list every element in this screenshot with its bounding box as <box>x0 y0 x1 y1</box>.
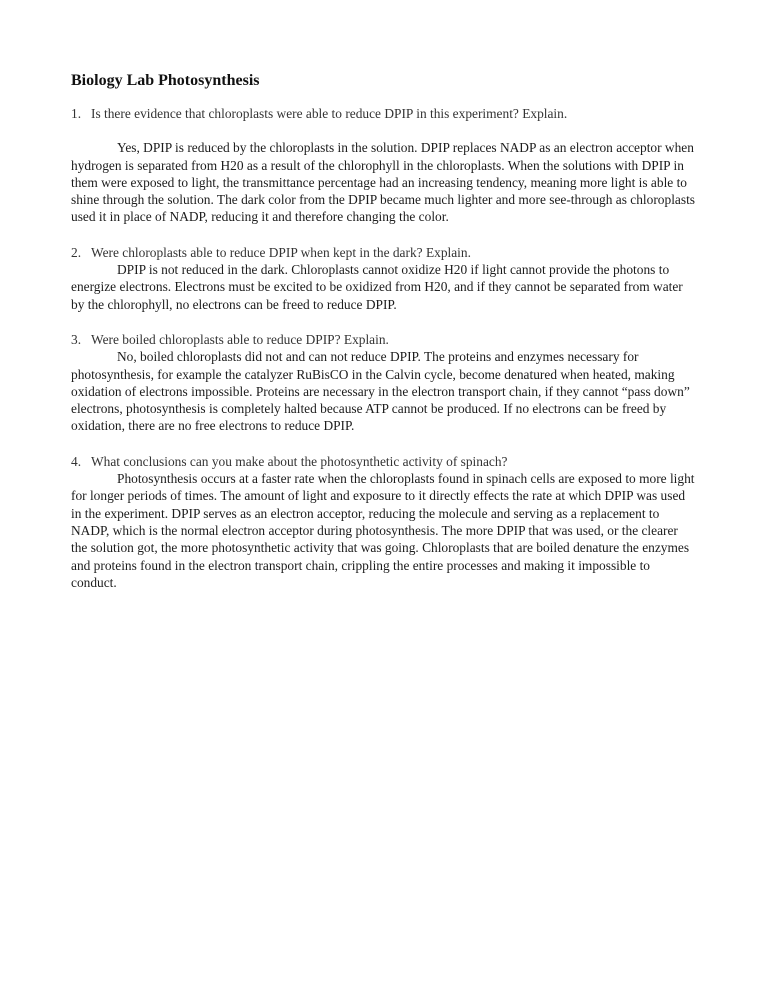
question-text: Were boiled chloroplasts able to reduce DPIP? Explain. <box>91 331 389 347</box>
question-3 <box>71 331 696 348</box>
question-2 <box>71 244 696 261</box>
question-1 <box>71 105 696 122</box>
question-block-3 <box>71 331 696 435</box>
document-page <box>71 71 696 609</box>
document-title: Biology Lab Photosynthesis <box>71 72 260 89</box>
question-block-2 <box>71 244 696 313</box>
question-text: Is there evidence that chloroplasts were able to reduce DPIP in this experiment? Explain. <box>91 106 568 121</box>
question-number: 4. <box>71 453 82 469</box>
question-block-4 <box>71 453 696 591</box>
question-4 <box>71 453 696 470</box>
question-text: What conclusions can you make about the photosynthetic activity of spinach? <box>91 453 508 469</box>
question-block-1 <box>71 105 696 226</box>
answer-2: DPIP is not reduced in the dark. Chloroplasts cannot oxidize H20 if light cannot provide the photons to energize electrons. Electrons must be excited to be oxidized from H20, and if they cannot be separated from water by the chlorophyll, no electrons can be freed to reduce DPIP. <box>71 262 683 312</box>
answer-4: Photosynthesis occurs at a faster rate when the chloroplasts found in spinach cells are exposed to more light for longer periods of times. The amount of light and exposure to it directly effects the rate at which DPIP was used in the experiment. DPIP serves as an electron acceptor, reducing the molecule and serving as a replacement to NADP, which is the normal electron acceptor during photosynthesis. The more DPIP that was used, or the clearer the solution got, the more photosynthetic activity that was going. Chloroplasts that are boiled denature the enzymes and proteins found in the electron transport chain, crippling the entire processes and making it impossible to conduct. <box>71 471 695 590</box>
answer-3: No, boiled chloroplasts did not and can not reduce DPIP. The proteins and enzymes necessary for photosynthesis, for example the catalyzer RuBisCO in the Calvin cycle, become denatured when heated, making oxidation of electrons impossible. Proteins are necessary in the electron transport chain, if they cannot “pass down” electrons, photosynthesis is completely halted because ATP cannot be produced. If no electrons can be freed by oxidation, there are no free electrons to reduce DPIP. <box>71 349 690 434</box>
question-number: 1. <box>71 106 82 121</box>
question-number: 2. <box>71 244 82 260</box>
question-text: Were chloroplasts able to reduce DPIP when kept in the dark? Explain. <box>91 244 471 260</box>
answer-1: Yes, DPIP is reduced by the chloroplasts in the solution. DPIP replaces NADP as an electron acceptor when hydrogen is separated from H20 as a result of the chlorophyll in the chloroplasts. When the solutions with DPIP in them were exposed to light, the transmittance percentage had an increasing tendency, meaning more light is able to shine through the solution. The dark color from the DPIP became much lighter and more see-through as chloroplasts used it in place of NADP, reducing it and therefore changing the color. <box>71 140 696 225</box>
question-number: 3. <box>71 331 82 347</box>
